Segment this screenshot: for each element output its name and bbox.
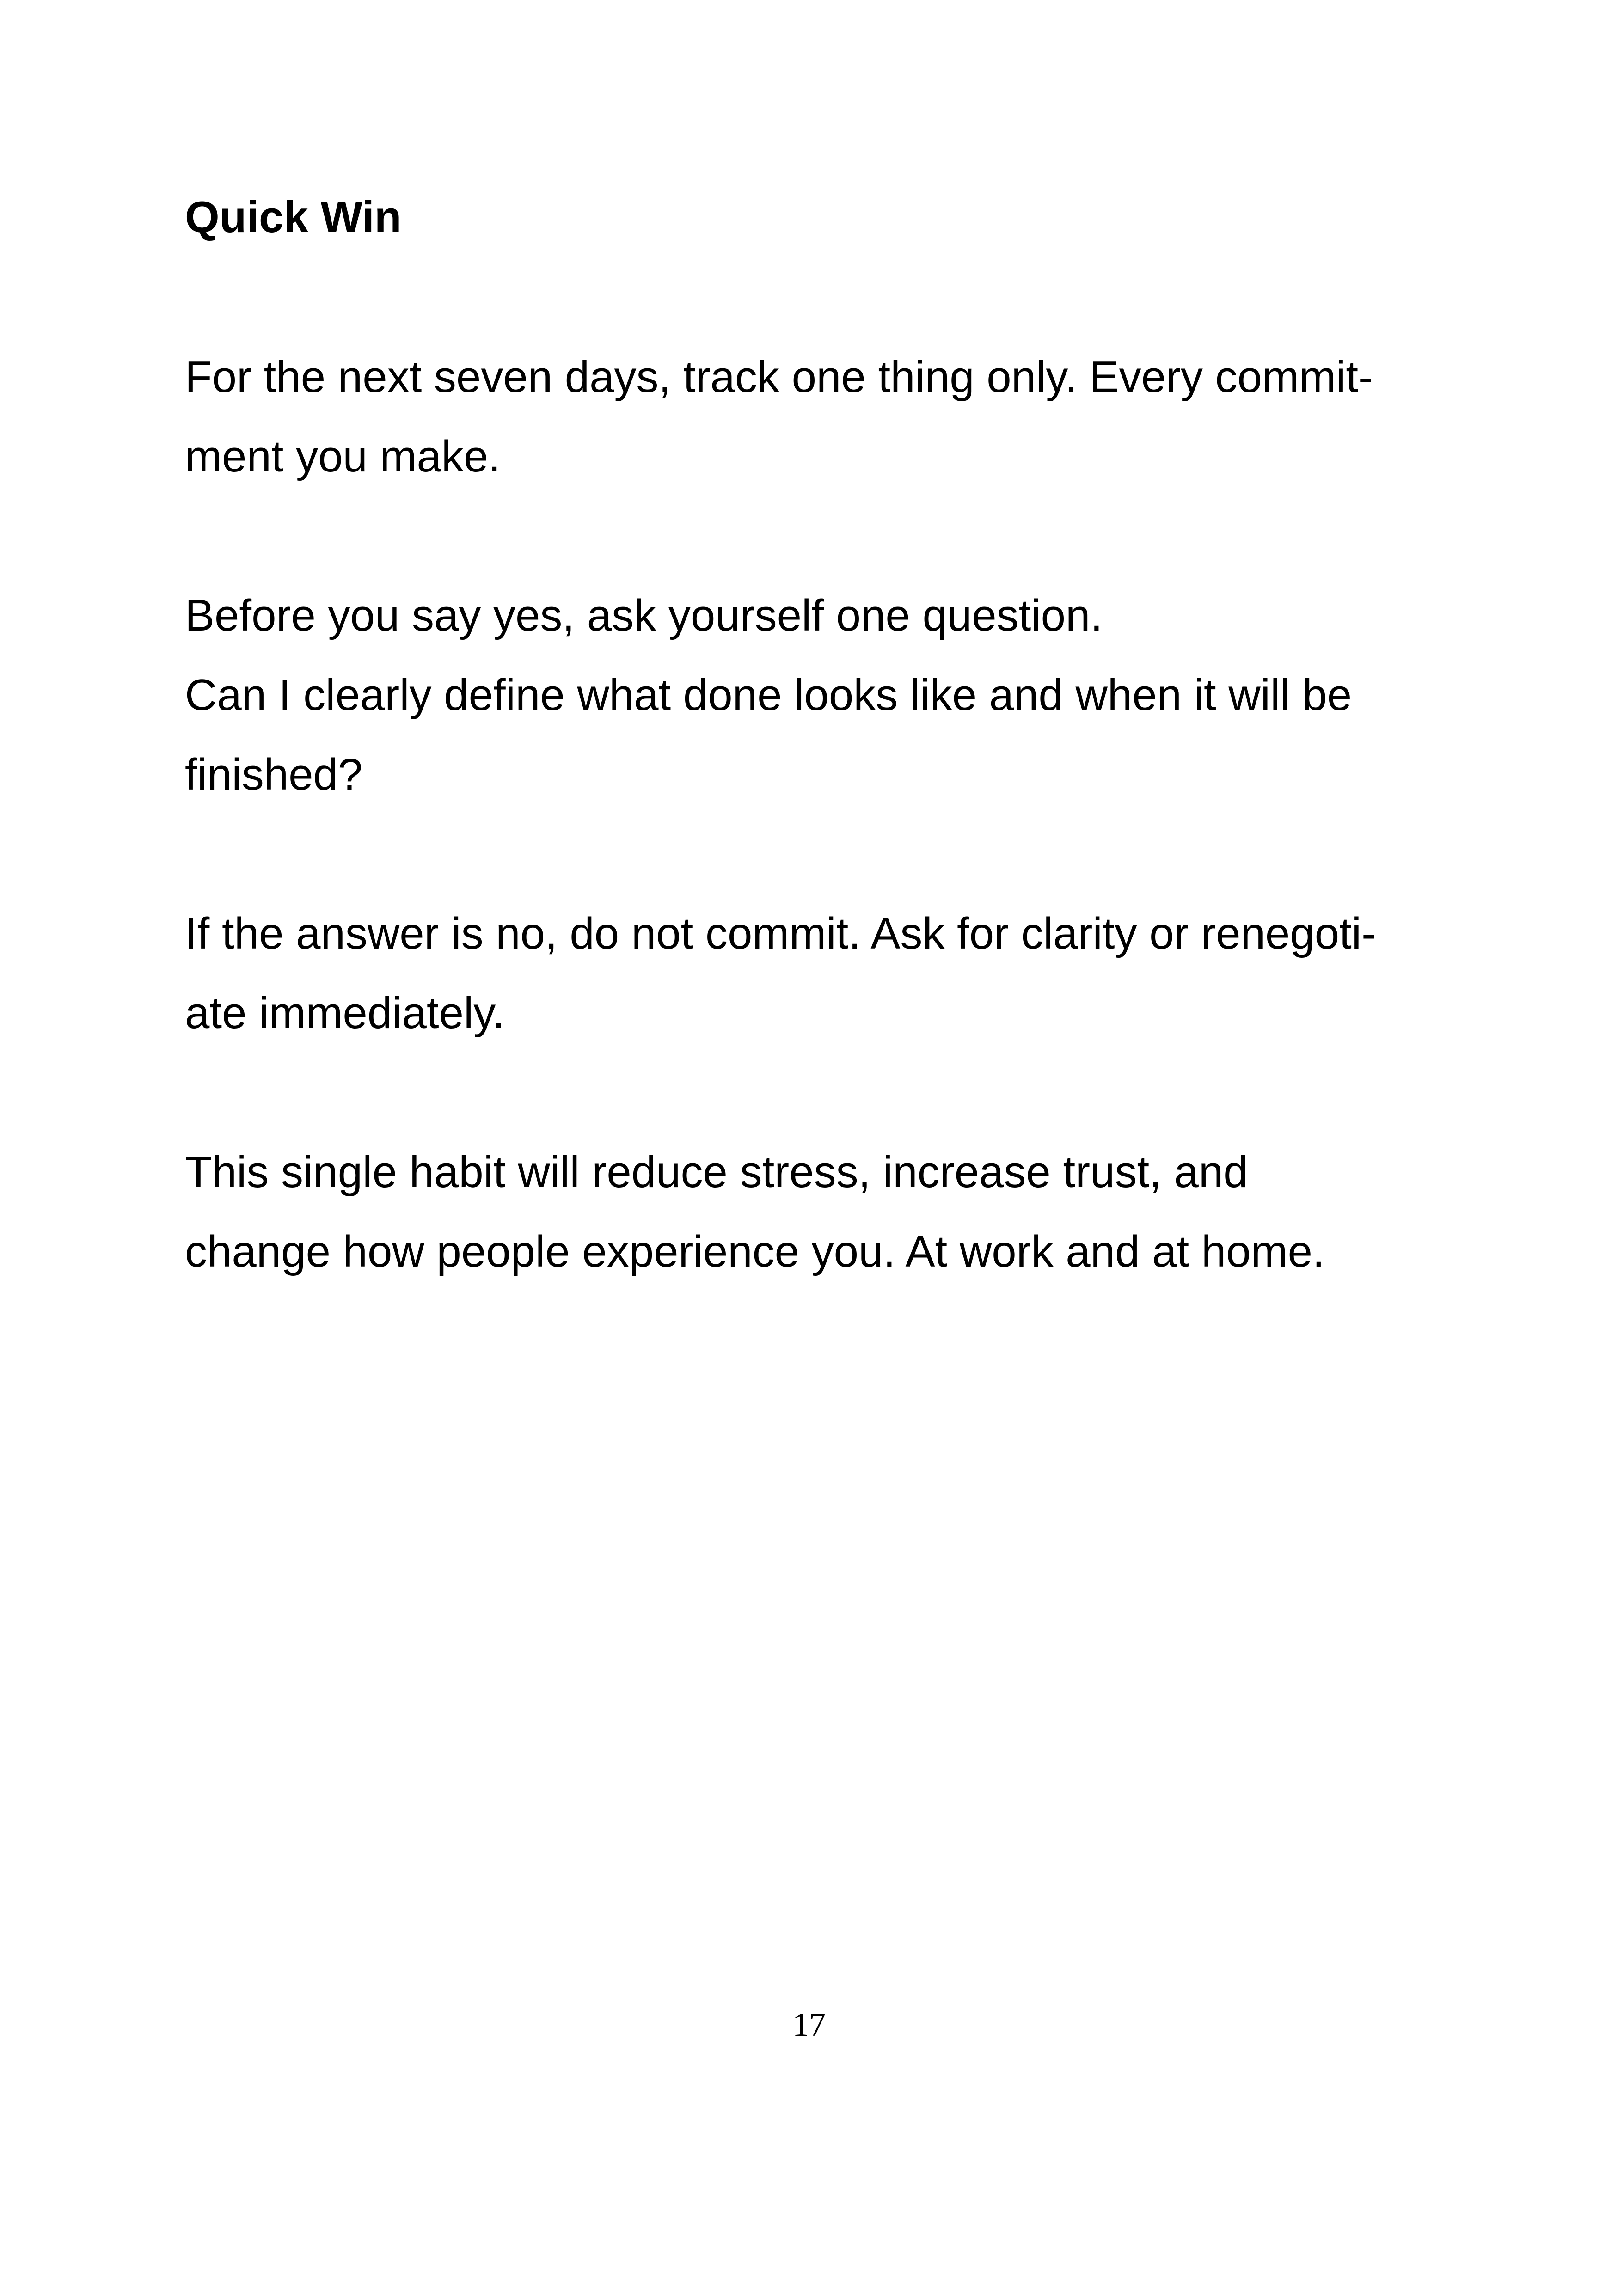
paragraph-line: change how people experience you. At work and at home. — [185, 1227, 1325, 1276]
paragraph-4 — [185, 1133, 1433, 1292]
paragraph-line: finished? — [185, 750, 363, 799]
paragraph-line: Before you say yes, ask yourself one question. — [185, 591, 1103, 640]
paragraph-3 — [185, 894, 1433, 1053]
paragraph-line: For the next seven days, track one thing only. Every commit- — [185, 352, 1373, 402]
section-heading: Quick Win — [185, 192, 402, 242]
paragraph-line: ment you make. — [185, 432, 501, 481]
paragraph-2 — [185, 576, 1433, 814]
page-content — [185, 176, 1433, 1371]
paragraph-line: ate immediately. — [185, 988, 505, 1038]
paragraph-line: This single habit will reduce stress, increase trust, and — [185, 1147, 1248, 1197]
page-number: 17 — [792, 2006, 826, 2043]
paragraph-line: If the answer is no, do not commit. Ask for clarity or renegoti- — [185, 909, 1377, 958]
paragraph-1 — [185, 337, 1433, 496]
paragraph-line: Can I clearly define what done looks like and when it will be — [185, 670, 1352, 720]
